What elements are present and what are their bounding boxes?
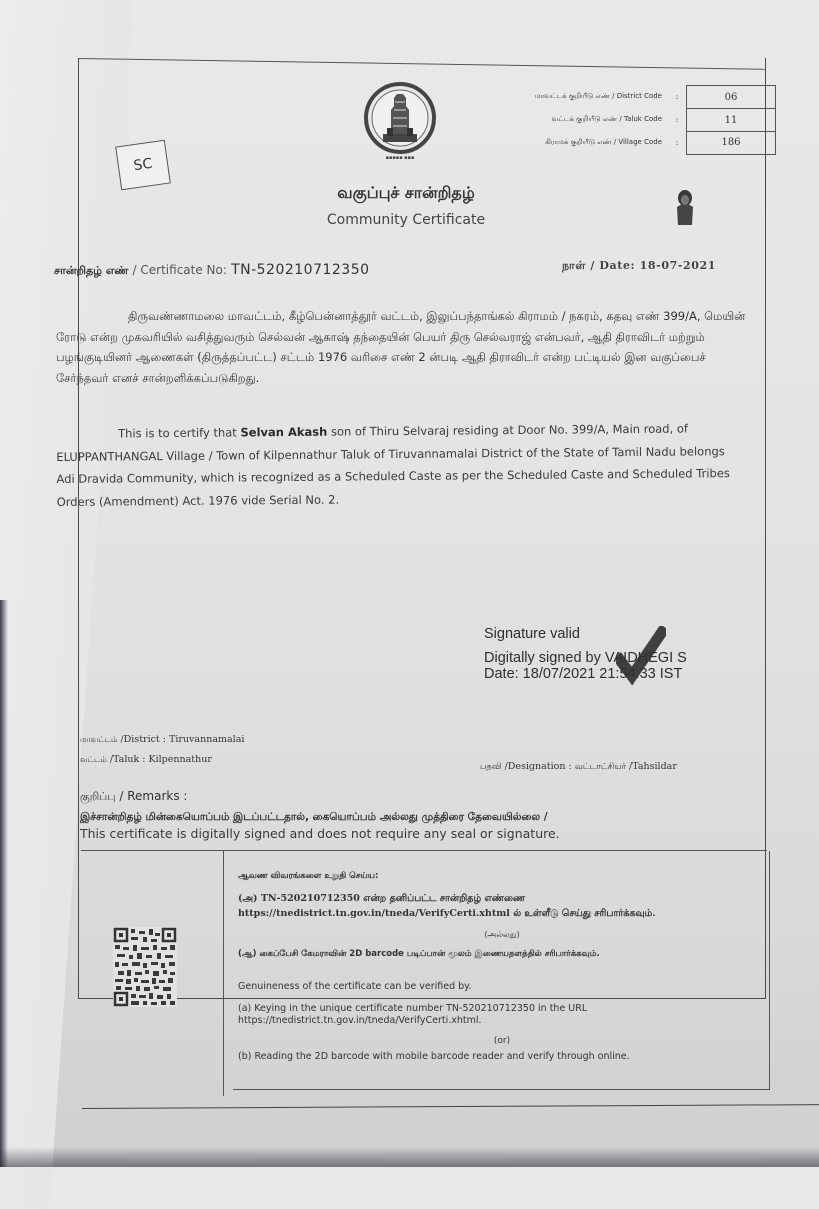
taluk-code-value: 11: [686, 108, 776, 131]
date-value: 18-07-2021: [639, 259, 717, 272]
applicant-photo-icon: [674, 189, 696, 227]
district-taluk-info: [80, 730, 244, 770]
verify-option-b-english: (b) Reading the 2D barcode with mobile barcode reader and verify through online.: [238, 1051, 630, 1062]
certificate-no-label-english: / Certificate No:: [132, 263, 227, 277]
signature-signer: Digitally signed by VAIDHEGI S: [484, 650, 687, 666]
designation-value-tamil: வட்டாட்சியர்: [574, 762, 627, 772]
body-english-prefix: This is to certify that: [118, 425, 237, 441]
verification-divider: [223, 851, 224, 1096]
applicant-name: Selvan Akash: [240, 424, 328, 440]
village-code-value: 186: [686, 131, 776, 155]
remarks-english: This certificate is digitally signed and does not require any seal or signature.: [80, 826, 560, 841]
district-code-value: 06: [686, 85, 776, 108]
village-code-row: கிராமக் குறியீடு எண் / Village Code : 186: [482, 131, 776, 154]
district-code-label: மாவட்டக் குறியீடு எண் / District Code: [535, 92, 662, 100]
title-english: Community Certificate: [326, 212, 486, 228]
qr-code-icon: [113, 927, 177, 1007]
emblem-icon: [361, 80, 439, 162]
signature-valid-check-icon: [616, 626, 666, 686]
certificate-page: [54, 58, 766, 1148]
verification-instructions: [233, 851, 770, 1090]
desk-shadow: [0, 600, 8, 1167]
category-box: [115, 140, 171, 191]
issue-date: [562, 259, 716, 274]
verify-or-english: (or): [493, 1036, 511, 1046]
verify-heading-english: Genuineness of the certificate can be verified by.: [238, 981, 472, 992]
remarks-section: [80, 789, 560, 841]
svg-text:▪▪▪▪▪ ▪▪▪: ▪▪▪▪▪ ▪▪▪: [385, 155, 415, 161]
taluk-code-row: வட்டக் குறியீடு எண் / Taluk Code : 11: [482, 108, 776, 131]
signature-date: Date: 18/07/2021 21:54:33 IST: [484, 666, 683, 682]
district-value: Tiruvannamalai: [169, 734, 245, 745]
taluk-code-label: வட்டக் குறியீடு எண் / Taluk Code: [551, 115, 662, 123]
date-label: நாள் / Date:: [562, 259, 636, 272]
designation: பதவி /Designation : வட்டாட்சியர் /Tahsildar: [480, 761, 677, 772]
certificate-no-value: TN-520210712350: [231, 262, 370, 278]
category-label: SC: [132, 155, 154, 175]
certificate-no-label-tamil: சான்றிதழ் எண்: [54, 264, 129, 277]
verify-option-a-english: (a) Keying in the unique certificate number TN-520210712350 in the URL https://tnedistrict.tn.gov.in/tneda/VerifyCerti.xhtml.: [238, 1003, 588, 1026]
district-code-row: மாவட்டக் குறியீடு எண் / District Code : 06: [482, 85, 776, 108]
bottom-shadow: [0, 1147, 819, 1167]
village-code-label: கிராமக் குறியீடு எண் / Village Code: [545, 138, 662, 146]
certificate-number: [54, 262, 370, 279]
footer-rule: [82, 1104, 819, 1109]
district-line: மாவட்டம் /District : Tiruvannamalai: [80, 734, 245, 745]
body-english: [56, 417, 747, 513]
verify-or-tamil: (அல்லது): [484, 930, 520, 939]
body-tamil: திருவண்ணாமலை மாவட்டம், கீழ்பென்னாத்தூர் வட்டம், இலுப்பந்தாங்கல் கிராமம் / நகரம், கதவு எண் 399/A, மெயின் ரோடு என்ற முகவரியில் வசித்துவரும் செல்வன் ஆகாஷ் தந்தையின் பெயர் திரு செல்வராஜ் என்பவர், ஆதி திராவிடர் மற்றும் பழங்குடியினர் ஆணைகள் (திருத்தப்பட்ட) சட்டம் 1976 வரிசை எண் 2 ன்படி ஆதி திராவிடர் என்ற பட்டியல் இன வகுப்பைச் சேர்ந்தவர் எனச் சான்றளிக்கப்படுகிறது.: [56, 309, 746, 385]
verify-option-b-tamil: (ஆ) கைப்பேசி கேமராவின் 2D barcode படிப்பான் மூலம் இணையதளத்தில் சரிபார்க்கவும்.: [238, 949, 600, 959]
remarks-heading: குறிப்பு / Remarks :: [80, 789, 188, 803]
location-codes: [482, 85, 776, 154]
verify-option-a-tamil: (அ) TN-520210712350 என்ற தனிப்பட்ட சான்றிதழ் எண்ணை https://tnedistrict.tn.gov.in/tneda/VerifyCerti.xhtml ல் உள்ளீடு செய்து சரிபார்க்கவும்.: [238, 893, 656, 919]
verification-section: [81, 850, 767, 1091]
taluk-line: வட்டம் /Taluk : Kilpennathur: [80, 754, 212, 765]
taluk-value: Kilpennathur: [148, 754, 212, 765]
title-tamil: வகுப்புச் சான்றிதழ்: [337, 183, 475, 202]
signature-status: Signature valid: [484, 626, 580, 642]
designation-value-english: /Tahsildar: [629, 761, 677, 772]
remarks-tamil: இச்சான்றிதழ் மின்கையொப்பம் இடப்பட்டதால், கையொப்பம் அல்லது முத்திரை தேவையில்லை /: [80, 811, 548, 823]
body-english-rest: son of Thiru Selvaraj residing at Door No. 399/A, Main road, of ELUPPANTHANGAL Village / Town of Kilpennathur Taluk of Tiruvannamalai District of the State of Tamil Nadu belongs Adi Dravida Community, which is recognized as a Scheduled Caste as per the Scheduled Caste and Scheduled Tribes Orders (Amendment) Act. 1976 vide Serial No. 2.: [56, 421, 730, 509]
verify-heading-tamil: ஆவண விவரங்களை உறுதி செய்ய:: [238, 871, 379, 881]
